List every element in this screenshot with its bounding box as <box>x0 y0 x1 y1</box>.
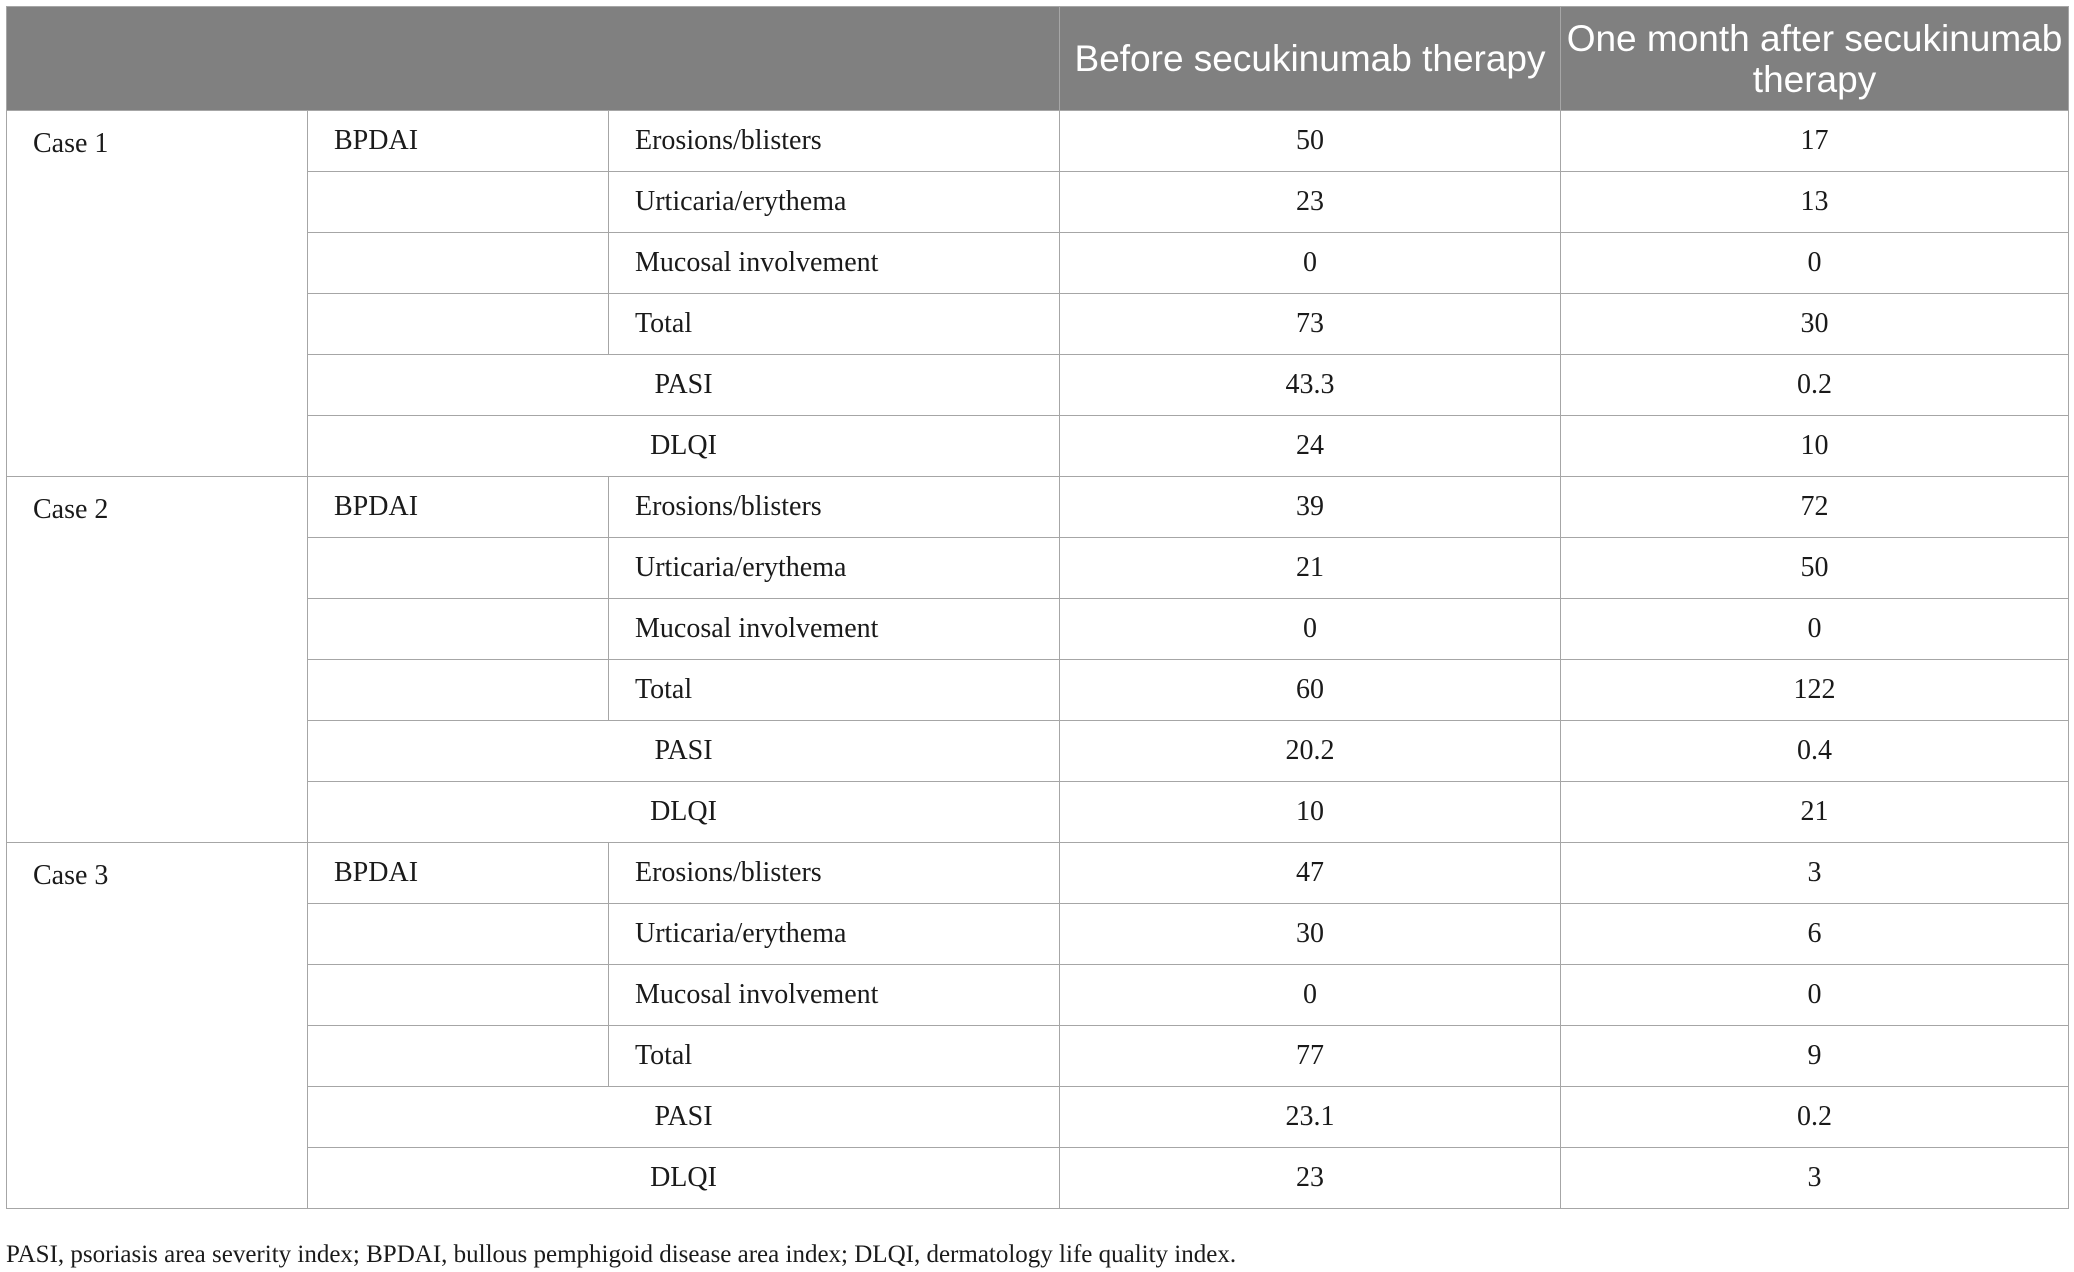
value-after: 30 <box>1561 294 2069 355</box>
empty-cell <box>308 1026 609 1087</box>
value-before: 30 <box>1060 904 1561 965</box>
value-after: 0 <box>1561 233 2069 294</box>
table-row <box>7 1087 2069 1148</box>
empty-cell <box>308 965 609 1026</box>
header-before: Before secukinumab therapy <box>1060 7 1561 111</box>
row-label: Total <box>609 1026 1060 1087</box>
table-row <box>7 416 2069 477</box>
value-after: 0.4 <box>1561 721 2069 782</box>
table-row <box>7 477 2069 538</box>
dlqi-label: DLQI <box>308 782 1060 843</box>
value-before: 60 <box>1060 660 1561 721</box>
empty-cell <box>308 599 609 660</box>
table-row <box>7 1148 2069 1209</box>
row-label: Total <box>609 660 1060 721</box>
pasi-label: PASI <box>308 355 1060 416</box>
header-row <box>7 7 2069 111</box>
bpdai-label: BPDAI <box>308 843 609 904</box>
case-label: Case 1 <box>7 111 308 477</box>
row-label: Erosions/blisters <box>609 111 1060 172</box>
empty-cell <box>308 538 609 599</box>
value-after: 0.2 <box>1561 1087 2069 1148</box>
table-row <box>7 660 2069 721</box>
table-row <box>7 538 2069 599</box>
value-after: 13 <box>1561 172 2069 233</box>
value-after: 3 <box>1561 843 2069 904</box>
value-after: 0 <box>1561 965 2069 1026</box>
value-before: 0 <box>1060 599 1561 660</box>
value-before: 77 <box>1060 1026 1561 1087</box>
case-label: Case 2 <box>7 477 308 843</box>
header-empty-cell <box>7 7 1060 111</box>
value-before: 10 <box>1060 782 1561 843</box>
table-row <box>7 904 2069 965</box>
value-before: 0 <box>1060 965 1561 1026</box>
value-after: 0 <box>1561 599 2069 660</box>
value-before: 47 <box>1060 843 1561 904</box>
dlqi-label: DLQI <box>308 416 1060 477</box>
value-before: 43.3 <box>1060 355 1561 416</box>
empty-cell <box>308 904 609 965</box>
table-row <box>7 721 2069 782</box>
row-label: Total <box>609 294 1060 355</box>
value-after: 6 <box>1561 904 2069 965</box>
dlqi-label: DLQI <box>308 1148 1060 1209</box>
table-row <box>7 355 2069 416</box>
value-before: 24 <box>1060 416 1561 477</box>
row-label: Mucosal involvement <box>609 233 1060 294</box>
value-after: 9 <box>1561 1026 2069 1087</box>
value-after: 21 <box>1561 782 2069 843</box>
empty-cell <box>308 233 609 294</box>
value-before: 50 <box>1060 111 1561 172</box>
value-before: 73 <box>1060 294 1561 355</box>
value-before: 23.1 <box>1060 1087 1561 1148</box>
value-before: 23 <box>1060 1148 1561 1209</box>
row-label: Erosions/blisters <box>609 843 1060 904</box>
header-after: One month after secukinumab therapy <box>1561 7 2069 111</box>
value-before: 20.2 <box>1060 721 1561 782</box>
case-label: Case 3 <box>7 843 308 1209</box>
row-label: Urticaria/erythema <box>609 538 1060 599</box>
value-after: 122 <box>1561 660 2069 721</box>
results-table <box>6 6 2069 1209</box>
empty-cell <box>308 172 609 233</box>
value-after: 3 <box>1561 1148 2069 1209</box>
table-row <box>7 111 2069 172</box>
pasi-label: PASI <box>308 721 1060 782</box>
bpdai-label: BPDAI <box>308 477 609 538</box>
value-after: 0.2 <box>1561 355 2069 416</box>
row-label: Urticaria/erythema <box>609 904 1060 965</box>
value-before: 21 <box>1060 538 1561 599</box>
value-before: 0 <box>1060 233 1561 294</box>
table-row <box>7 294 2069 355</box>
value-after: 50 <box>1561 538 2069 599</box>
value-after: 10 <box>1561 416 2069 477</box>
table-row <box>7 233 2069 294</box>
table-row <box>7 965 2069 1026</box>
pasi-label: PASI <box>308 1087 1060 1148</box>
table-footnote: PASI, psoriasis area severity index; BPDAI, bullous pemphigoid disease area index; DLQI, dermatology life quality index. <box>6 1241 1237 1268</box>
value-before: 39 <box>1060 477 1561 538</box>
value-before: 23 <box>1060 172 1561 233</box>
value-after: 17 <box>1561 111 2069 172</box>
row-label: Urticaria/erythema <box>609 172 1060 233</box>
table-row <box>7 782 2069 843</box>
table-row <box>7 599 2069 660</box>
bpdai-label: BPDAI <box>308 111 609 172</box>
table-row <box>7 843 2069 904</box>
value-after: 72 <box>1561 477 2069 538</box>
row-label: Mucosal involvement <box>609 599 1060 660</box>
empty-cell <box>308 294 609 355</box>
row-label: Mucosal involvement <box>609 965 1060 1026</box>
row-label: Erosions/blisters <box>609 477 1060 538</box>
empty-cell <box>308 660 609 721</box>
table-row <box>7 1026 2069 1087</box>
table-row <box>7 172 2069 233</box>
